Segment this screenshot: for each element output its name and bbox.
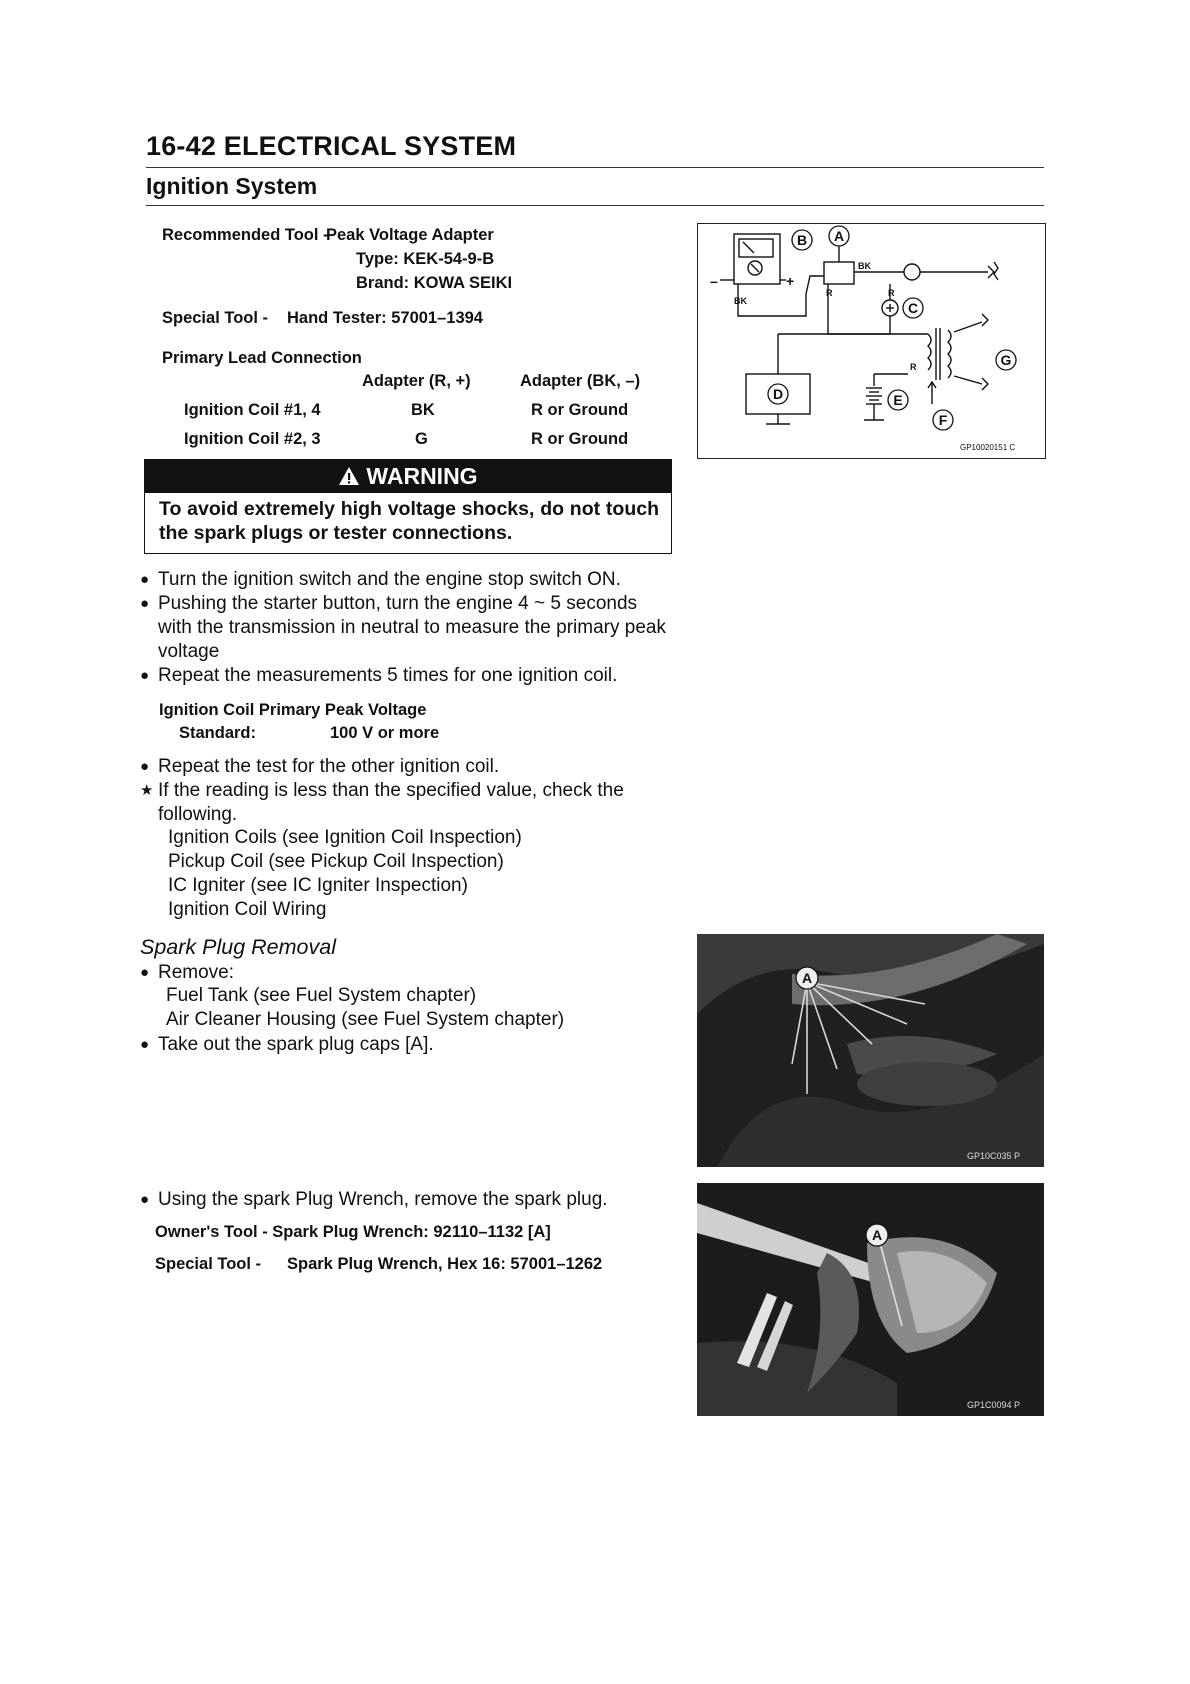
step-text: Pushing the starter button, turn the engine 4 ~ 5 seconds with the transmission in neutral to measure the primary peak voltage	[158, 593, 666, 662]
check-item: Pickup Coil (see Pickup Coil Inspection)	[168, 851, 504, 872]
wire-label: R	[910, 362, 917, 372]
special-tool-label: Special Tool -	[162, 309, 269, 327]
bullet-icon: ●	[140, 1191, 150, 1208]
recommended-tool-label: Recommended Tool -	[162, 226, 329, 244]
wire-label: BK	[734, 296, 747, 306]
bullet-icon: ●	[140, 595, 150, 612]
step-text: Remove:	[158, 962, 235, 983]
warning-label: WARNING	[366, 463, 478, 489]
list-item	[140, 1033, 672, 1057]
bullet-icon: ●	[140, 758, 150, 775]
photo1-svg	[697, 934, 1044, 1167]
diagram-label: G	[1000, 352, 1012, 368]
list-item	[140, 664, 672, 688]
step-text: If the reading is less than the specified value, check the following.	[158, 780, 624, 825]
special-tool-value: Hand Tester: 57001–1394	[287, 309, 483, 327]
diagram-label: A	[833, 228, 845, 244]
step-text: Take out the spark plug caps [A].	[158, 1034, 434, 1055]
wiring-diagram	[697, 223, 1046, 459]
special-tool-wrench-value: Spark Plug Wrench, Hex 16: 57001–1262	[287, 1255, 603, 1273]
spec-title: Ignition Coil Primary Peak Voltage	[159, 701, 427, 719]
title-rule	[146, 167, 1044, 168]
step-text: Using the spark Plug Wrench, remove the spark plug.	[158, 1189, 608, 1210]
adapter-type: Type: KEK-54-9-B	[356, 250, 495, 268]
minus-sign: –	[710, 273, 718, 289]
section-rule	[146, 205, 1044, 206]
list-item	[140, 568, 672, 592]
photo-spark-plug-wrench	[697, 1183, 1044, 1416]
warning-header	[144, 459, 672, 493]
photo-callout: A	[871, 1227, 883, 1243]
list-item	[140, 779, 672, 827]
warning-text: To avoid extremely high voltage shocks, do not touch the spark plugs or tester connections.	[159, 498, 659, 544]
warning-icon	[338, 459, 360, 493]
table-row-adapter-bk: R or Ground	[531, 430, 629, 448]
bullet-icon: ●	[140, 571, 150, 588]
list-item	[140, 592, 672, 664]
step-text: Turn the ignition switch and the engine stop switch ON.	[158, 569, 621, 590]
diagram-label: C	[907, 300, 919, 316]
bullet-icon: ●	[140, 667, 150, 684]
spec-value: 100 V or more	[330, 724, 440, 742]
table-row-adapter-bk: R or Ground	[531, 401, 629, 419]
check-item: IC Igniter (see IC Igniter Inspection)	[168, 875, 468, 896]
recommended-tool-name: Peak Voltage Adapter	[326, 226, 494, 244]
remove-item: Fuel Tank (see Fuel System chapter)	[166, 985, 477, 1006]
section-title: Ignition System	[146, 173, 318, 199]
star-icon: ★	[140, 782, 154, 799]
list-item	[140, 961, 672, 985]
remove-item: Air Cleaner Housing (see Fuel System chapter)	[166, 1009, 565, 1030]
wiring-diagram-svg	[698, 224, 1045, 458]
check-item: Ignition Coils (see Ignition Coil Inspection)	[168, 827, 522, 848]
special-tool-wrench-label: Special Tool -	[155, 1255, 262, 1273]
step-text: Repeat the test for the other ignition coil.	[158, 756, 500, 777]
diagram-label: D	[772, 386, 784, 402]
lead-table-title: Primary Lead Connection	[162, 349, 362, 367]
photo-spark-plug-caps	[697, 934, 1044, 1167]
plus-sign: +	[786, 273, 795, 289]
page-title: 16-42 ELECTRICAL SYSTEM	[146, 131, 517, 161]
wire-label: BK	[858, 261, 871, 271]
table-row-adapter-r: BK	[411, 401, 435, 419]
wire-label: R	[888, 288, 895, 298]
check-item: Ignition Coil Wiring	[168, 899, 327, 920]
owners-tool: Owner's Tool - Spark Plug Wrench: 92110–1132 [A]	[155, 1223, 551, 1241]
adapter-brand: Brand: KOWA SEIKI	[356, 274, 513, 292]
table-row-adapter-r: G	[415, 430, 428, 448]
figure-code: GP10020151 C	[960, 443, 1016, 452]
photo-code: GP1C0094 P	[967, 1400, 1021, 1410]
table-row-coil: Ignition Coil #1, 4	[184, 401, 321, 419]
table-row-coil: Ignition Coil #2, 3	[184, 430, 321, 448]
diagram-label: F	[938, 412, 948, 428]
bullet-icon: ●	[140, 1036, 150, 1053]
photo-callout: A	[801, 970, 813, 986]
bullet-icon: ●	[140, 964, 150, 981]
list-item	[140, 1188, 672, 1212]
lead-table-col2: Adapter (BK, –)	[520, 372, 641, 390]
list-item	[140, 755, 672, 779]
step-text: Repeat the measurements 5 times for one ignition coil.	[158, 665, 618, 686]
lead-table-col1: Adapter (R, +)	[362, 372, 471, 390]
subsection-title: Spark Plug Removal	[140, 935, 336, 959]
photo-code: GP10C035 P	[967, 1151, 1021, 1161]
photo2-svg	[697, 1183, 1044, 1416]
spec-label: Standard:	[179, 724, 257, 742]
wire-label: R	[826, 288, 833, 298]
diagram-label: B	[796, 232, 808, 248]
diagram-label: E	[893, 392, 903, 408]
